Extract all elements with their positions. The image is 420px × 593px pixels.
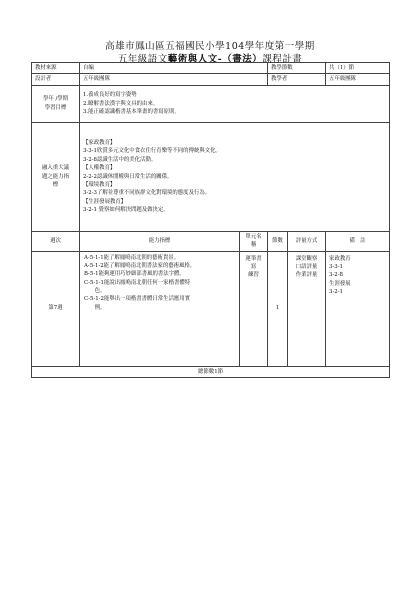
assessment-item: 課堂觀察	[295, 255, 318, 262]
designer-value: 五年級團隊	[80, 74, 268, 85]
ability-item: C-5-1-2能舉出一項楷書書體日常生活應用實	[84, 296, 191, 303]
issue-line: 2-2-2認識休閒權與日常生活的關係。	[83, 173, 173, 180]
unit-line1: 運筆書寫	[245, 255, 262, 270]
issues-label-line2: 題之能力指	[42, 173, 69, 180]
issues-list	[80, 122, 390, 231]
assessment-cell	[288, 251, 326, 366]
designer-label: 設計者	[32, 74, 80, 85]
remark-item: 生涯發展	[329, 280, 351, 287]
issues-label-line3: 標	[52, 181, 59, 188]
subtitle-prefix: 五年級語文	[117, 54, 168, 65]
schedule-row-week7	[32, 251, 390, 366]
issues-label-line1: 融入重大議	[42, 165, 69, 172]
total-row	[32, 366, 390, 377]
remark-item: 3-3-1	[329, 263, 343, 270]
col-remark-header: 備 註	[326, 231, 390, 251]
issue-line: 【家政教育】	[83, 140, 116, 147]
goal-item: 2.瞭解書法漢字與文具的由來。	[83, 100, 159, 107]
info-row-2	[32, 74, 390, 85]
goals-label	[32, 85, 80, 122]
goals-label-line1: 學年 /學期	[42, 96, 69, 103]
source-label: 教材來源	[32, 63, 80, 74]
periods-value: 共（1）節	[326, 63, 390, 74]
teacher-label: 教學者	[268, 74, 326, 85]
col-ability-header: 能力指標	[80, 231, 240, 251]
schedule-header-row	[32, 231, 390, 251]
course-plan-table	[31, 62, 390, 378]
issue-line: 【生涯發展教育】	[83, 198, 127, 205]
subtitle-bold: 藝術與人文-（書法）	[167, 54, 263, 65]
teacher-value: 五年級團隊	[326, 74, 390, 85]
col-periods-header: 節數	[268, 231, 288, 251]
ability-item: 例。	[84, 304, 106, 311]
document-title: 高雄市鳳山區五福國民小學104學年度第一學期	[105, 41, 315, 52]
remark-item: 3-2-1	[329, 289, 343, 295]
ability-item: 色。	[84, 288, 106, 294]
total-periods: 總節數1節	[32, 366, 390, 377]
info-row-1	[32, 63, 390, 74]
issues-row	[32, 122, 390, 231]
remark-cell	[326, 251, 390, 366]
ability-cell	[80, 251, 240, 366]
assessment-item: 口語評量	[295, 263, 318, 270]
subtitle-suffix: 課程計畫	[262, 54, 303, 65]
week-cell: 第7週	[32, 251, 80, 366]
assessment-item: 作業評量	[295, 272, 318, 279]
issue-line: 3-2-3了解並尊重不同族群文化對環境的態度及行為。	[83, 190, 211, 197]
ability-item: A-5-1-1能了解鳳鳴南北朝的藝術貴景。	[84, 254, 180, 261]
issue-line: 3-3-1欣賞多元文化中食衣住行育樂等不同的傳統與文化。	[83, 148, 221, 155]
issue-line: 【人權教育】	[83, 165, 116, 172]
col-week-header: 週次	[32, 231, 80, 251]
issue-line: 【環境教育】	[83, 181, 116, 188]
issue-line: 3-2-8認識生活中的美化活動。	[83, 156, 157, 163]
periods-label: 教學節數	[268, 63, 326, 74]
remark-item: 3-2-8	[329, 272, 343, 279]
ability-item: B-5-1能夠運用巧妙細部書風的書法字體。	[84, 271, 185, 278]
ability-item: A-5-1-2能了解鳳鳴南北朝書法家的藝術風格。	[84, 262, 196, 269]
ability-item: C-5-1-1能說出鳳鳴南北朝任何一家楷書體特	[84, 279, 191, 286]
col-assessment-header: 評量方式	[288, 231, 326, 251]
goals-list	[80, 85, 390, 122]
remark-item: 家政教育	[329, 255, 351, 262]
issue-line: 3-2-1 覺察如何解決問題及做決定。	[83, 207, 169, 214]
periods-cell: 1	[268, 251, 288, 366]
source-value: 自編	[80, 63, 268, 74]
goals-label-line2: 學習目標	[44, 104, 67, 111]
goal-item: 3.能正確認識楷書基本筆畫的書寫原則。	[83, 108, 180, 115]
issues-label	[32, 122, 80, 231]
unit-line2: 練習	[248, 272, 259, 279]
unit-cell	[240, 251, 268, 366]
goal-item: 1.養成良好的寫字姿勢	[83, 92, 137, 99]
goals-row	[32, 85, 390, 122]
col-unit-header: 單元名稱	[240, 231, 268, 251]
